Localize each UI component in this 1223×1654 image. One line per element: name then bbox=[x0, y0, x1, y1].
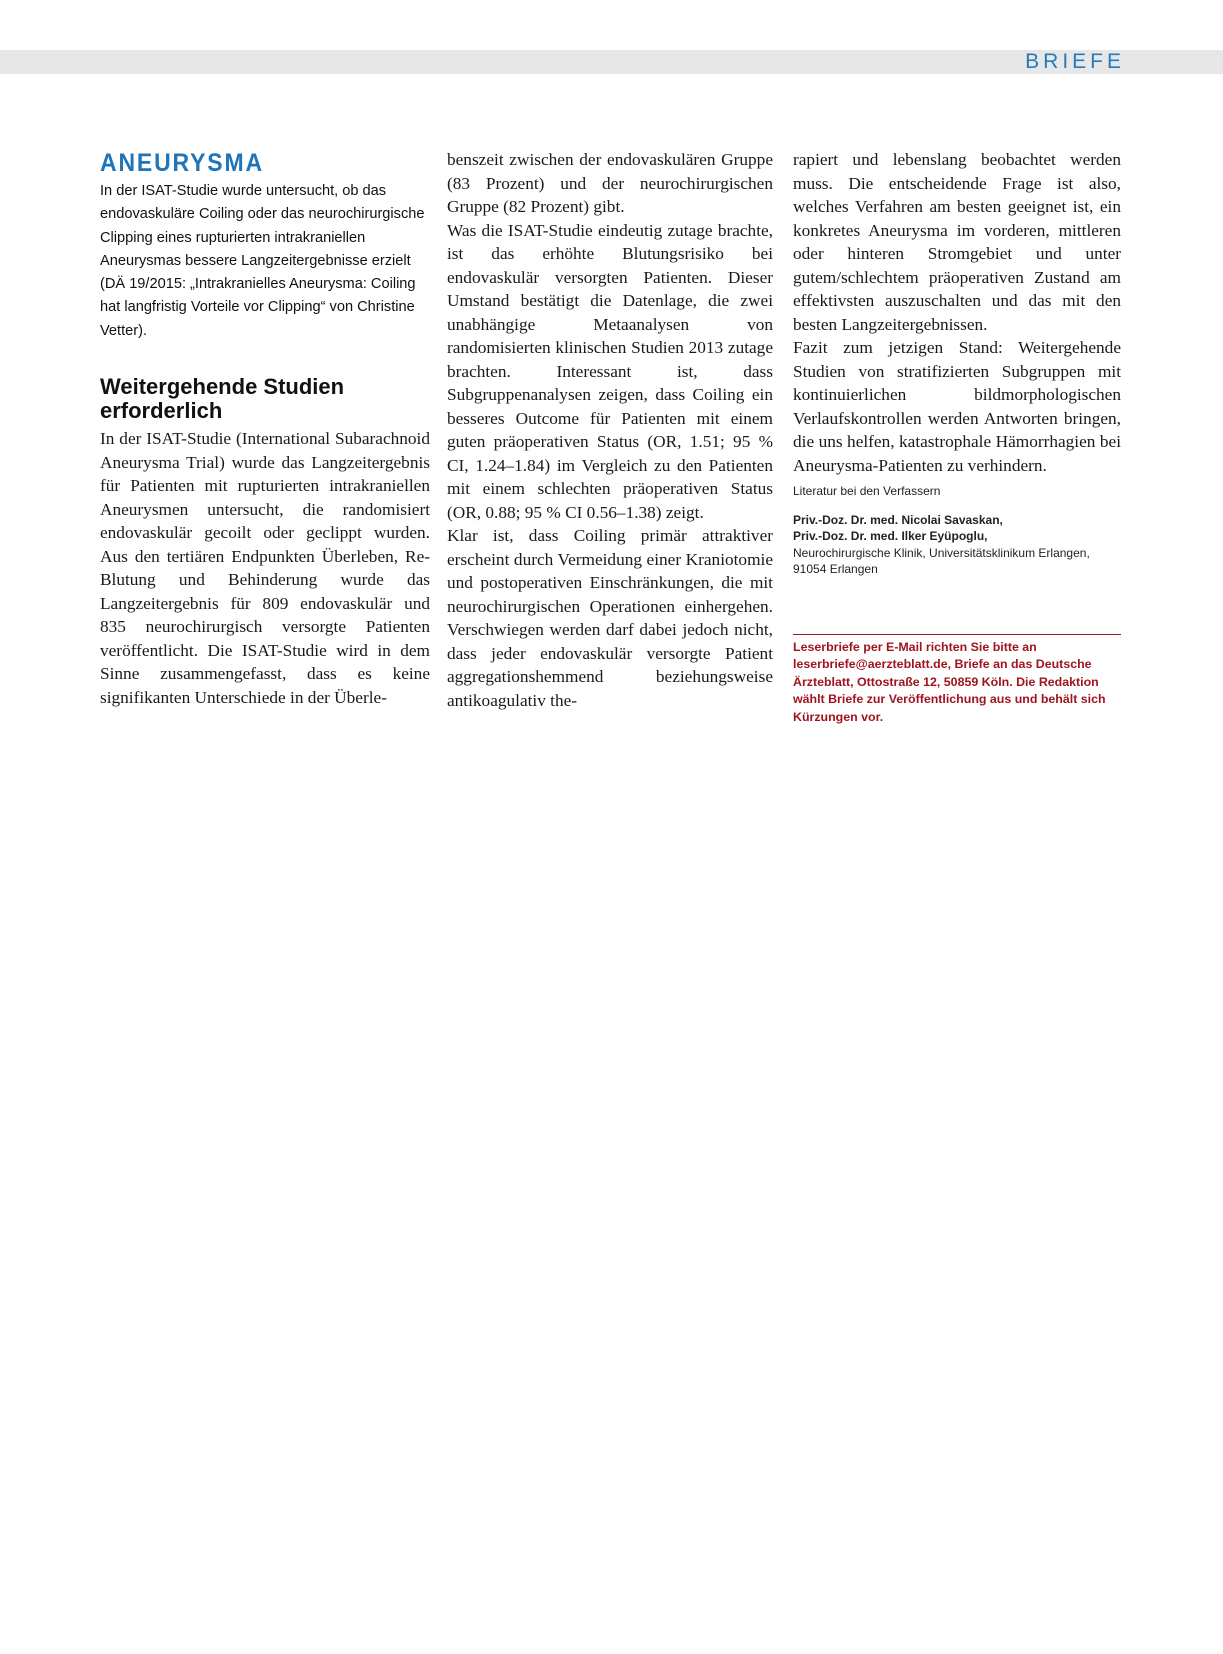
column-1 bbox=[100, 148, 430, 709]
body-paragraph: Fazit zum jetzigen Stand: Weitergehende Studien von stratifizierten Subgruppen mit kontinuierlichen bildmorphologischen Verlaufskontrollen werden Antworten bringen, die uns helfen, katastrophale Hämorrhagien bei Aneurysma-Patienten zu verhindern. bbox=[793, 338, 1121, 475]
body-paragraph: rapiert und lebenslang beobachtet werden muss. Die entscheidende Frage ist also, welches Verfahren am besten geeignet ist, ein konkretes Aneurysma im vorderen, mittleren oder hinteren Stromgebiet und unter gutem/schlechtem präoperativen Zustand am effektivsten auszuschalten und das mit den besten Langzeitergebnissen. bbox=[793, 150, 1121, 334]
column-2 bbox=[447, 148, 773, 712]
article-body-column-1 bbox=[100, 427, 430, 709]
body-paragraph: Klar ist, dass Coiling primär attraktiver erscheint durch Vermeidung einer Kraniotomie und postoperativen Einschränkungen, die mit neurochirurgischen Operationen einhergehen. Verschwiegen werden darf dabei jedoch nicht, dass jeder endovaskulär versorgte Patient aggregationshemmend beziehungsweise antikoagulativ the- bbox=[447, 526, 773, 710]
body-paragraph: In der ISAT-Studie (International Subarachnoid Aneurysma Trial) wurde das Langzeitergebnis für Patienten mit rupturierten intrakraniellen Aneurysmen untersucht, die randomisiert endovaskulär gecoilt oder geclippt wurden. Aus den tertiären Endpunkten Überleben, Re-Blutung und Behinderung wurde das Langzeitergebnis für 809 endovaskulär und 835 neurochirurgisch versorgte Patienten veröffentlicht. Die ISAT-Studie wird in dem Sinne zusammengefasst, dass es keine signifikanten Unterschiede in der Überle- bbox=[100, 429, 430, 707]
article-subhead: Weitergehende Studien erforderlich bbox=[100, 374, 345, 424]
literature-note: Literatur bei den Verfassern bbox=[793, 484, 941, 498]
reader-letters-notice: Leserbriefe per E-Mail richten Sie bitte an leserbriefe@aerzteblatt.de, Briefe an das Deutsche Ärzteblatt, Ottostraße 12, 50859 Köln. Die Redaktion wählt Briefe zur Veröffentlichung aus und behält sich Kürzungen vor. bbox=[793, 634, 1121, 727]
article-headline: ANEURYSMA bbox=[100, 149, 264, 177]
body-paragraph: benszeit zwischen der endovaskulären Gruppe (83 Prozent) und der neurochirurgischen Gruppe (82 Prozent) gibt. bbox=[447, 150, 773, 216]
column-3 bbox=[793, 148, 1121, 726]
author-institution: Neurochirurgische Klinik, Universitätsklinikum Erlangen, 91054 Erlangen bbox=[793, 545, 1090, 576]
article-body-column-2 bbox=[447, 148, 773, 712]
article-body-column-3 bbox=[793, 148, 1121, 477]
article-lead: In der ISAT-Studie wurde untersucht, ob das endovaskuläre Coiling oder das neurochirurgische Clipping eines rupturierten intrakraniellen Aneurysmas bessere Langzeitergebnisse erzielt (DÄ 19/2015: „Intrakranielles Aneurysma: Coiling hat langfristig Vorteile vor Clipping“ von Christine Vetter). bbox=[100, 183, 425, 339]
author-block bbox=[793, 512, 1121, 578]
body-paragraph: Was die ISAT-Studie eindeutig zutage brachte, ist das erhöhte Blutungsrisiko bei endovaskulär versorgten Patienten. Dieser Umstand bestätigt die Datenlage, die zwei unabhängige Metaanalysen von randomisierten klinischen Studien 2013 zutage brachten. Interessant ist, dass Subgruppenanalysen zeigen, dass Coiling ein besseres Outcome für Patienten mit einem guten präoperativen Status (OR, 1.51; 95 % CI, 1.24–1.84) im Vergleich zu den Patienten mit einem schlechten präoperativen Status (OR, 0.88; 95 % CI 0.56–1.38) zeigt. bbox=[447, 220, 773, 522]
author-name: Priv.-Doz. Dr. med. Ilker Eyüpoglu, bbox=[793, 529, 988, 543]
author-name: Priv.-Doz. Dr. med. Nicolai Savaskan, bbox=[793, 512, 1003, 527]
section-label: BRIEFE bbox=[1025, 50, 1125, 73]
